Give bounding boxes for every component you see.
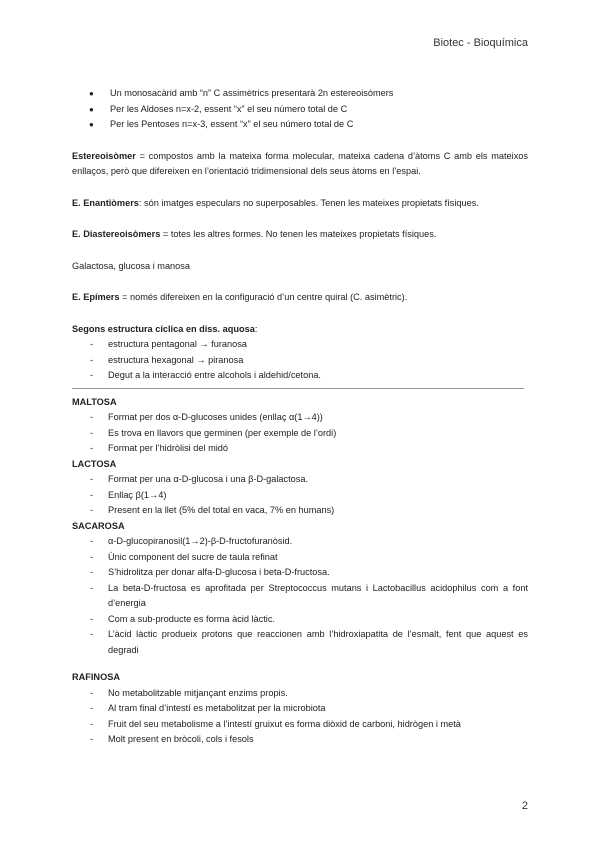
page-content [72, 86, 528, 748]
list-item: - Present en la llet (5% del total en vaca, 7% en humans) [72, 503, 528, 519]
maltosa-list [72, 410, 528, 457]
list-item: - Únic component del sucre de taula refinat [72, 550, 528, 566]
section-heading-sacarosa [72, 519, 528, 535]
lactosa-list [72, 472, 528, 519]
term: E. Enantiòmers [72, 197, 139, 208]
intro-bullet-list [72, 86, 528, 133]
definition-diastereoisomers [72, 227, 528, 243]
list-item: - Fruit del seu metabolisme a l’intestí gruixut es forma diòxid de carboni, hidrògen i metà [72, 717, 528, 733]
term: Estereoisòmer [72, 150, 136, 161]
list-item: - L’àcid làctic produeix protons que reaccionen amb l’hidroxiapatita de l’esmalt, fent que aquest es degradi [72, 627, 528, 658]
heading-text: LACTOSA [72, 458, 117, 469]
definition-enantiomers [72, 196, 528, 212]
list-item: - Enllaç β(1→4) [72, 488, 528, 504]
definition-text: : són imatges especulars no superposables. Tenen les mateixes propietats físiques. [138, 197, 479, 208]
list-item: - S’hidrolitza per donar alfa-D-glucosa i beta-D-fructosa. [72, 565, 528, 581]
term: E. Diastereoisòmers [72, 229, 161, 239]
cyclic-heading [72, 322, 528, 338]
heading-text: SACAROSA [72, 520, 125, 531]
list-item: - La beta-D-fructosa es aprofitada per Streptococcus mutans i Lactobacillus acidophilus com a font d’energia [72, 581, 528, 612]
cyclic-list [72, 337, 528, 384]
list-item: - α-D-glucopiranosil(1→2)-β-D-fructofuranòsid. [72, 534, 528, 550]
definition-text: = només difereixen en la configuració d’un centre quiral (C. asimètric). [119, 292, 408, 302]
heading-suffix: : [254, 323, 258, 334]
list-item: ● Per les Pentoses n=x-3, essent “x” el seu número total de C [72, 117, 528, 133]
sacarosa-list [72, 534, 528, 658]
heading-text: Segons estructura cíclica en diss. aquosa [72, 323, 255, 334]
section-heading-maltosa [72, 395, 528, 411]
list-item: - Com a sub-producte es forma àcid làctic. [72, 612, 528, 628]
list-item: - estructura hexagonal → piranosa [72, 353, 528, 369]
list-item: - Degut a la interacció entre alcohols i aldehid/cetona. [72, 368, 528, 384]
list-item: - Al tram final d’intestí es metabolitzat per la microbiota [72, 701, 528, 717]
heading-text: MALTOSA [72, 396, 117, 407]
rafinosa-list [72, 686, 528, 748]
definition-epimers [72, 290, 528, 306]
divider [72, 388, 524, 389]
definition-estereoisomer [72, 149, 528, 180]
list-item: - Molt present en bròcoli, cols i fesols [72, 732, 528, 748]
list-item: - Format per dos α-D-glucoses unides (enllaç α(1→4)) [72, 410, 528, 426]
heading-text: RAFINOSA [72, 672, 120, 682]
list-item: - Es trova en llavors que germinen (per exemple de l’ordi) [72, 426, 528, 442]
definition-text: = compostos amb la mateixa forma molecular, mateixa cadena d’àtoms C amb els mateixos enllaços, però que difereixen en l’orientació tridimensional dels seus àtoms en l’espai. [72, 150, 528, 176]
list-item: - Format per una α-D-glucosa i una β-D-galactosa. [72, 472, 528, 488]
list-item: - Format per l’hidròlisi del midó [72, 441, 528, 457]
section-heading-rafinosa [72, 670, 528, 686]
galactosa-line: Galactosa, glucosa i manosa [72, 260, 190, 271]
term: E. Epímers [72, 292, 120, 302]
list-item: - No metabolitzable mitjançant enzims propis. [72, 686, 528, 702]
section-heading-lactosa [72, 457, 528, 473]
list-item: ● Per les Aldoses n=x-2, essent “x” el seu número total de C [72, 102, 528, 118]
list-item: - estructura pentagonal → furanosa [72, 337, 528, 353]
definition-text: = totes les altres formes. No tenen les mateixes propietats físiques. [160, 229, 437, 239]
list-item: ● Un monosacàrid amb “n” C assimètrics presentarà 2n estereoisòmers [72, 86, 528, 102]
page-header: Biotec - Bioquímica [433, 37, 528, 49]
page-number: 2 [521, 800, 528, 812]
